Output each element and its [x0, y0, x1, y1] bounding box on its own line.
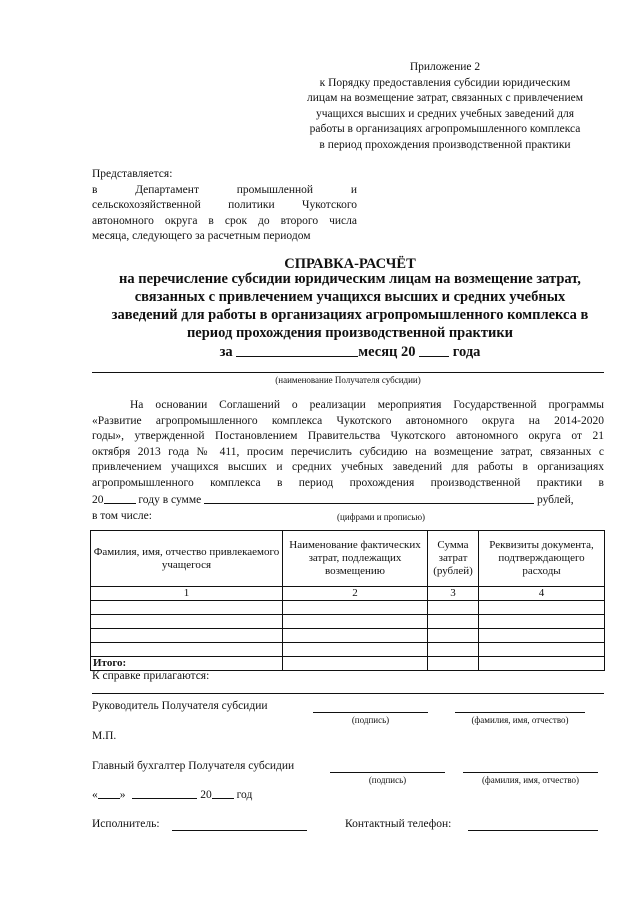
total-row — [91, 657, 605, 671]
column-header: Реквизиты документа, подтверждающего расходы — [479, 531, 605, 587]
body-line: «Развитие агропромышленного комплекса Чукотского автономного округа на 2014-2020 — [92, 414, 604, 427]
date-open-quote: « — [92, 789, 98, 801]
year-input[interactable] — [104, 491, 136, 504]
table-cell[interactable] — [283, 657, 428, 671]
table-cell[interactable] — [428, 615, 479, 629]
executor-label: Исполнитель: — [92, 818, 160, 830]
appendix-line: учащихся высших и средних учебных заведений для — [316, 107, 574, 120]
year-mid: году в сумме — [138, 494, 202, 506]
body-line: агропромышленного комплекса в период прохождения производственной практики в — [92, 476, 604, 489]
table-cell[interactable] — [479, 629, 605, 643]
table-cell[interactable] — [479, 643, 605, 657]
column-number: 3 — [428, 587, 479, 601]
accountant-signature-field[interactable] — [330, 772, 445, 773]
phone-label: Контактный телефон: — [345, 818, 452, 830]
table-row — [91, 643, 605, 657]
day-field[interactable] — [98, 786, 120, 799]
appendix-line: Приложение 2 — [409, 61, 481, 73]
table-cell[interactable] — [428, 657, 479, 671]
body-line: На основании Соглашений о реализации мероприятия Государственной программы — [130, 399, 604, 411]
table-cell[interactable] — [428, 629, 479, 643]
table-cell[interactable] — [91, 643, 283, 657]
table-header-row — [91, 531, 605, 587]
table-cell[interactable] — [283, 615, 428, 629]
column-header: Наименование фактических затрат, подлежащих возмещению — [283, 531, 428, 587]
table-row — [91, 601, 605, 615]
column-header: Сумма затрат (рублей) — [428, 531, 479, 587]
head-signature-field[interactable] — [313, 712, 428, 713]
appendix-line: к Порядку предоставления субсидии юридическим — [319, 76, 571, 89]
submission-label: Представляется: — [92, 168, 173, 180]
body-line: годы», утвержденной Постановлением Правительства Чукотского автономного округа от 21 — [92, 430, 604, 442]
table-row — [91, 615, 605, 629]
appendix-line: в период прохождения производственной практики — [319, 138, 571, 151]
date-year-field[interactable] — [212, 786, 234, 799]
period-line — [90, 342, 610, 361]
title-line: заведений для работы в организациях агропромышленного комплекса в — [111, 307, 589, 323]
table-cell[interactable] — [283, 629, 428, 643]
name-caption: (фамилия, имя, отчество) — [471, 715, 569, 725]
submission-line: в Департамент промышленной и — [92, 183, 357, 196]
body-line-amount — [92, 491, 604, 509]
appendix-line: работы в организациях агропромышленного комплекса — [309, 123, 581, 135]
amount-field[interactable] — [204, 491, 534, 504]
column-number: 1 — [91, 587, 283, 601]
date-line — [92, 786, 252, 801]
including-row — [92, 509, 604, 525]
year-field[interactable] — [419, 342, 449, 357]
attachments-field[interactable] — [92, 693, 604, 694]
accountant-name-field[interactable] — [463, 772, 598, 773]
body-line: октября 2013 года № 411, просим перечислить субсидию на возмещение затрат, связанных с — [92, 445, 604, 458]
table-row — [91, 629, 605, 643]
year-prefix: 20 — [92, 494, 104, 506]
table-cell[interactable] — [428, 601, 479, 615]
attachments-label: К справке прилагаются: — [92, 670, 210, 682]
submission-line: месяца, следующего за расчетным периодом — [92, 230, 311, 242]
table-cell[interactable] — [479, 601, 605, 615]
phone-field[interactable] — [468, 830, 598, 831]
date-suffix: год — [236, 789, 253, 801]
month-field[interactable] — [236, 342, 358, 357]
recipient-caption: (наименование Получателя субсидии) — [275, 375, 421, 385]
submission-line: сельскохозяйственной политики Чукотского — [92, 199, 357, 211]
submission-line: автономного округа в срок до второго числа — [92, 214, 357, 227]
column-number: 4 — [479, 587, 605, 601]
name-caption: (фамилия, имя, отчество) — [481, 775, 580, 785]
title-line: период прохождения производственной практики — [186, 325, 514, 341]
table-cell[interactable] — [283, 643, 428, 657]
column-header: Фамилия, имя, отчество привлекаемого учащегося — [91, 531, 283, 587]
title-line: связанных с привлечением учащихся высших и средних учебных — [134, 289, 566, 305]
submission-block — [92, 167, 357, 245]
including-label: в том числе: — [92, 509, 152, 522]
date-year-prefix: 20 — [200, 789, 212, 801]
table-cell[interactable] — [479, 615, 605, 629]
executor-field[interactable] — [172, 830, 307, 831]
table-cell[interactable] — [91, 615, 283, 629]
month-date-field[interactable] — [132, 786, 197, 799]
head-label: Руководитель Получателя субсидии — [92, 700, 268, 712]
column-number: 2 — [283, 587, 428, 601]
appendix-line: лицам на возмещение затрат, связанных с привлечением — [307, 92, 583, 104]
table-cell[interactable] — [91, 601, 283, 615]
appendix-block — [280, 60, 610, 153]
expenses-table — [90, 530, 605, 671]
title-line: на перечисление субсидии юридическим лицам на возмещение затрат, — [119, 271, 581, 287]
accountant-label: Главный бухгалтер Получателя субсидии — [92, 760, 295, 772]
body-line: привлечением учащихся высших и средних учебных заведений для работы в организациях — [92, 461, 604, 473]
table-cell[interactable] — [428, 643, 479, 657]
period-prefix: за — [219, 344, 233, 360]
period-month: месяц 20 — [358, 344, 416, 360]
date-close-quote: » — [119, 789, 126, 801]
column-numbers-row — [91, 587, 605, 601]
body-paragraph — [92, 398, 604, 524]
rubles-label: рублей, — [536, 494, 574, 506]
stamp-label: М.П. — [92, 730, 117, 742]
amount-caption: (цифрами и прописью) — [337, 511, 426, 522]
table-cell[interactable] — [479, 657, 605, 671]
signature-caption: (подпись) — [351, 715, 390, 725]
table-cell[interactable] — [91, 629, 283, 643]
table-cell[interactable] — [283, 601, 428, 615]
recipient-name-field[interactable] — [92, 372, 604, 373]
document-title: СПРАВКА-РАСЧЁТ — [284, 256, 416, 272]
head-name-field[interactable] — [455, 712, 585, 713]
period-suffix: года — [452, 344, 481, 360]
total-label: Итого: — [91, 657, 283, 671]
signature-caption: (подпись) — [368, 775, 407, 785]
